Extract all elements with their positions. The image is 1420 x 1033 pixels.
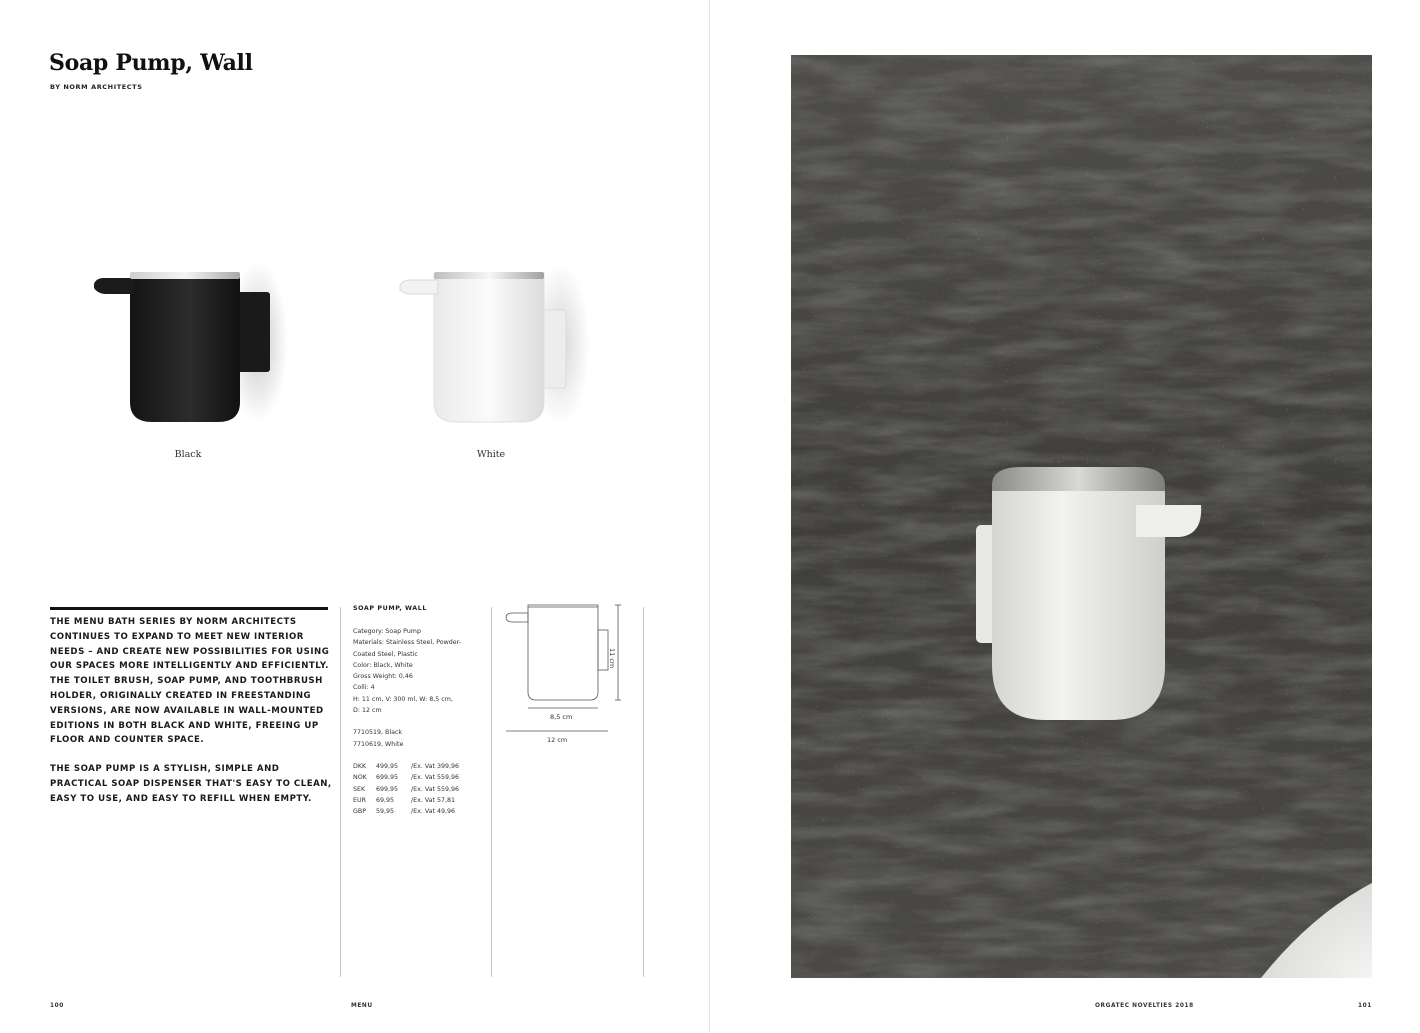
dimension-width: 8,5 cm bbox=[550, 713, 573, 721]
dimension-drawing bbox=[500, 600, 640, 750]
spec-line: H: 11 cm, V: 300 ml, W: 8,5 cm, bbox=[353, 695, 453, 703]
price-ex-vat: /Ex. Vat 49,96 bbox=[411, 808, 456, 816]
price-amount: 69,95 bbox=[376, 796, 395, 804]
dimension-depth: 12 cm bbox=[547, 736, 568, 744]
lifestyle-photo bbox=[791, 55, 1372, 978]
sku-line: 7710619, White bbox=[353, 740, 404, 748]
column-divider bbox=[643, 607, 644, 977]
intro-paragraph: THE MENU BATH SERIES BY NORM ARCHITECTS CONTINUES TO EXPAND TO MEET NEW INTERIOR NEEDS – AND CREATE NEW POSSIBILITIES FOR USING OUR SPACES MORE INTELLIGENTLY AND EFFICIENTLY. THE TOILET BRUSH, SOAP PUMP, AND TOOTHBRUSH HOLDER, ORIGINALLY CREATED IN FREESTANDING VERSIONS, ARE NOW AVAILABLE IN WALL-MOUNTED EDITIONS IN BOTH BLACK AND WHITE, FREEING UP FLOOR AND COUNTER SPACE. bbox=[50, 617, 330, 746]
price-currency: NOK bbox=[353, 774, 367, 782]
left-page bbox=[0, 0, 709, 1033]
price-row bbox=[353, 772, 488, 783]
price-currency: DKK bbox=[353, 762, 367, 770]
product-image-black bbox=[88, 262, 288, 432]
spec-line: Colli: 4 bbox=[353, 684, 375, 692]
price-amount: 699,95 bbox=[376, 785, 399, 793]
intro-rule bbox=[50, 607, 328, 610]
price-ex-vat: /Ex. Vat 559,96 bbox=[411, 785, 460, 793]
price-amount: 699,95 bbox=[376, 774, 399, 782]
spec-line: Color: Black, White bbox=[353, 661, 413, 669]
spec-title: SOAP PUMP, WALL bbox=[353, 605, 427, 612]
column-divider bbox=[340, 607, 341, 977]
price-row bbox=[353, 806, 488, 817]
column-divider bbox=[491, 607, 492, 977]
footer-event: ORGATEC NOVELTIES 2018 bbox=[1095, 1003, 1194, 1009]
price-amount: 499,95 bbox=[376, 762, 399, 770]
price-ex-vat: /Ex. Vat 399,96 bbox=[411, 762, 460, 770]
spec-line: Coated Steel, Plastic bbox=[353, 650, 418, 658]
product-image-white bbox=[392, 262, 592, 432]
price-currency: GBP bbox=[353, 808, 366, 816]
spec-line: Materials: Stainless Steel, Powder- bbox=[353, 639, 462, 647]
spec-line: Gross Weight: 0,46 bbox=[353, 673, 413, 681]
caption-white: White bbox=[476, 449, 506, 460]
page-number-right: 101 bbox=[1358, 1003, 1372, 1009]
dimension-height: 11 cm bbox=[608, 648, 616, 669]
page-subtitle: BY NORM ARCHITECTS bbox=[50, 83, 143, 91]
page-title: Soap Pump, Wall bbox=[49, 50, 253, 76]
price-amount: 59,95 bbox=[376, 808, 395, 816]
page-number-left: 100 bbox=[50, 1003, 64, 1009]
price-row bbox=[353, 784, 488, 795]
price-currency: SEK bbox=[353, 785, 366, 793]
price-row bbox=[353, 795, 488, 806]
spec-line: D: 12 cm bbox=[353, 707, 382, 715]
spec-line: Category: Soap Pump bbox=[353, 628, 421, 635]
price-ex-vat: /Ex. Vat 559,96 bbox=[411, 774, 460, 782]
price-row bbox=[353, 761, 488, 772]
spec-block bbox=[353, 605, 488, 817]
caption-black: Black bbox=[174, 449, 202, 460]
footer-brand: MENU bbox=[351, 1003, 373, 1009]
sku-line: 7710519, Black bbox=[353, 729, 403, 737]
right-page bbox=[710, 0, 1420, 1033]
intro-text bbox=[50, 615, 335, 807]
price-ex-vat: /Ex. Vat 57,81 bbox=[411, 796, 456, 804]
price-currency: EUR bbox=[353, 796, 366, 804]
intro-paragraph: THE SOAP PUMP IS A STYLISH, SIMPLE AND PRACTICAL SOAP DISPENSER THAT'S EASY TO CLEAN, EASY TO USE, AND EASY TO REFILL WHEN EMPTY. bbox=[50, 764, 332, 804]
